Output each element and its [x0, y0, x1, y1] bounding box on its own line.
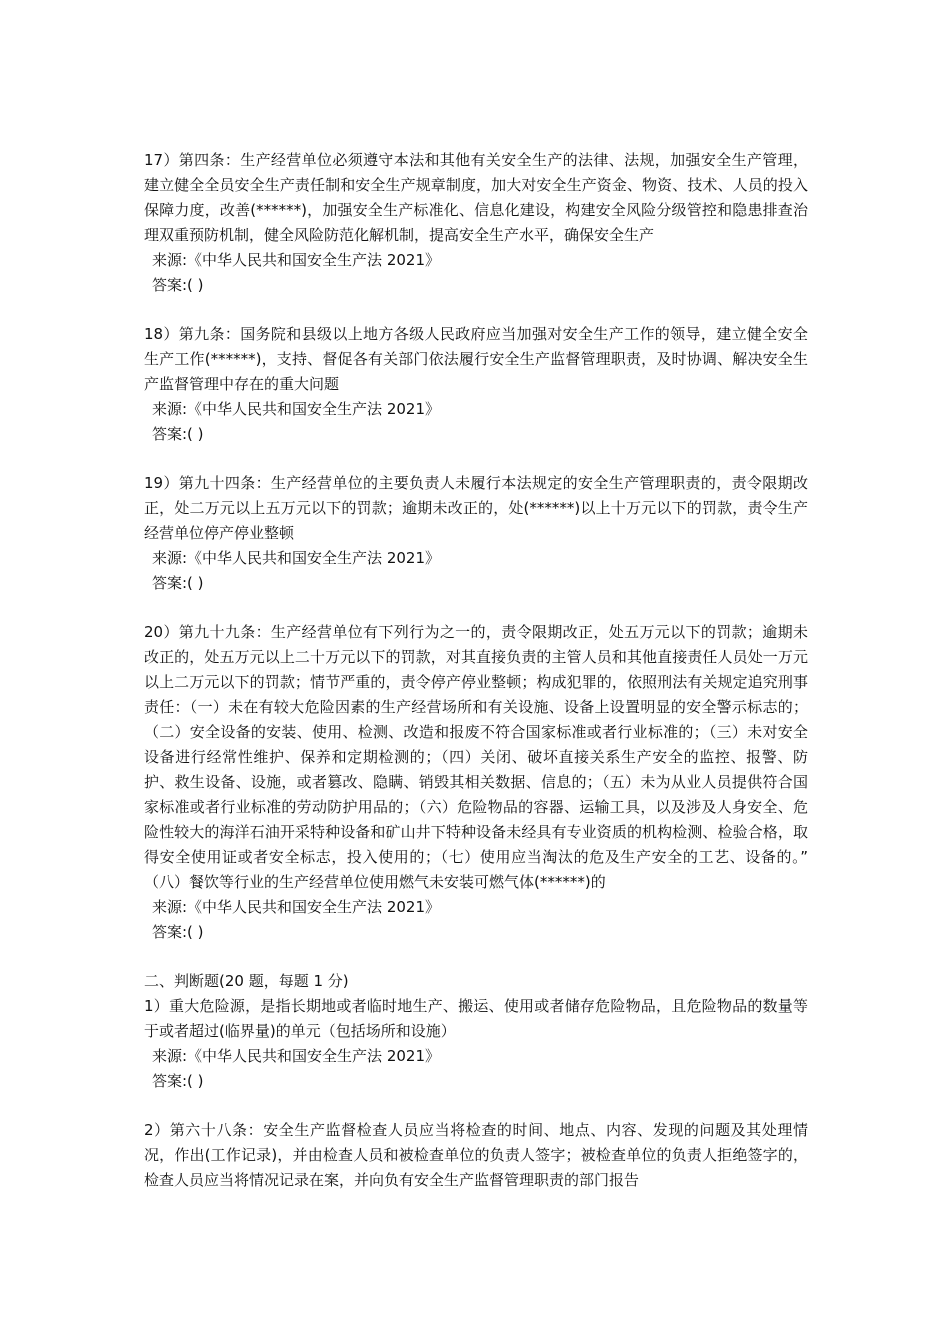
question-item: [144, 620, 808, 945]
question-text: 18）第九条：国务院和县级以上地方各级人民政府应当加强对安全生产工作的领导，建立健全安全生产工作(******)，支持、督促各有关部门依法履行安全生产监督管理职责，及时协调、解决安全生产监督管理中存在的重大问题: [144, 325, 808, 393]
question-text: 17）第四条：生产经营单位必须遵守本法和其他有关安全生产的法律、法规，加强安全生产管理，建立健全全员安全生产责任制和安全生产规章制度，加大对安全生产资金、物资、技术、人员的投入保障力度，改善(******)，加强安全生产标准化、信息化建设，构建安全风险分级管控和隐患排查治理双重预防机制，健全风险防范化解机制，提高安全生产水平，确保安全生产: [144, 151, 808, 244]
question-answer: 答案:( ): [152, 923, 204, 941]
question-source: 来源:《中华人民共和国安全生产法 2021》: [152, 251, 440, 269]
judgement-source: 来源:《中华人民共和国安全生产法 2021》: [152, 1047, 440, 1065]
question-text: 19）第九十四条：生产经营单位的主要负责人未履行本法规定的安全生产管理职责的，责令限期改正，处二万元以上五万元以下的罚款；逾期未改正的，处(******)以上十万元以下的罚款，责令生产经营单位停产停业整顿: [144, 474, 808, 542]
question-item: [144, 148, 808, 298]
judgement-item: [144, 1118, 808, 1193]
judgement-text: 2）第六十八条：安全生产监督检查人员应当将检查的时间、地点、内容、发现的问题及其处理情况，作出(工作记录)，并由检查人员和被检查单位的负责人签字；被检查单位的负责人拒绝签字的，检查人员应当将情况记录在案，并向负有安全生产监督管理职责的部门报告: [144, 1121, 808, 1189]
judgement-text: 1）重大危险源，是指长期地或者临时地生产、搬运、使用或者储存危险物品，且危险物品的数量等于或者超过(临界量)的单元（包括场所和设施）: [144, 997, 808, 1040]
question-item: [144, 471, 808, 596]
judgement-item: [144, 994, 808, 1094]
document-page: [144, 148, 808, 1217]
question-item: [144, 322, 808, 447]
question-answer: 答案:( ): [152, 425, 204, 443]
question-answer: 答案:( ): [152, 574, 204, 592]
question-source: 来源:《中华人民共和国安全生产法 2021》: [152, 898, 440, 916]
question-text: 20）第九十九条：生产经营单位有下列行为之一的，责令限期改正，处五万元以下的罚款；逾期未改正的，处五万元以上二十万元以下的罚款，对其直接负责的主管人员和其他直接责任人员处一万元以上二万元以下的罚款；情节严重的，责令停产停业整顿；构成犯罪的，依照刑法有关规定追究刑事责任：（一）未在有较大危险因素的生产经营场所和有关设施、设备上设置明显的安全警示标志的；（二）安全设备的安装、使用、检测、改造和报废不符合国家标准或者行业标准的；（三）未对安全设备进行经常性维护、保养和定期检测的；（四）关闭、破坏直接关系生产安全的监控、报警、防护、救生设备、设施，或者篡改、隐瞒、销毁其相关数据、信息的；（五）未为从业人员提供符合国家标准或者行业标准的劳动防护用品的；（六）危险物品的容器、运输工具，以及涉及人身安全、危险性较大的海洋石油开采特种设备和矿山井下特种设备未经具有专业资质的机构检测、检验合格，取得安全使用证或者安全标志，投入使用的；（七）使用应当淘汰的危及生产安全的工艺、设备的。” （八）餐饮等行业的生产经营单位使用燃气未安装可燃气体(******)的: [144, 623, 808, 891]
question-source: 来源:《中华人民共和国安全生产法 2021》: [152, 400, 440, 418]
question-answer: 答案:( ): [152, 276, 204, 294]
section-title: 二、判断题(20 题，每题 1 分): [144, 972, 349, 990]
question-source: 来源:《中华人民共和国安全生产法 2021》: [152, 549, 440, 567]
judgement-answer: 答案:( ): [152, 1072, 204, 1090]
